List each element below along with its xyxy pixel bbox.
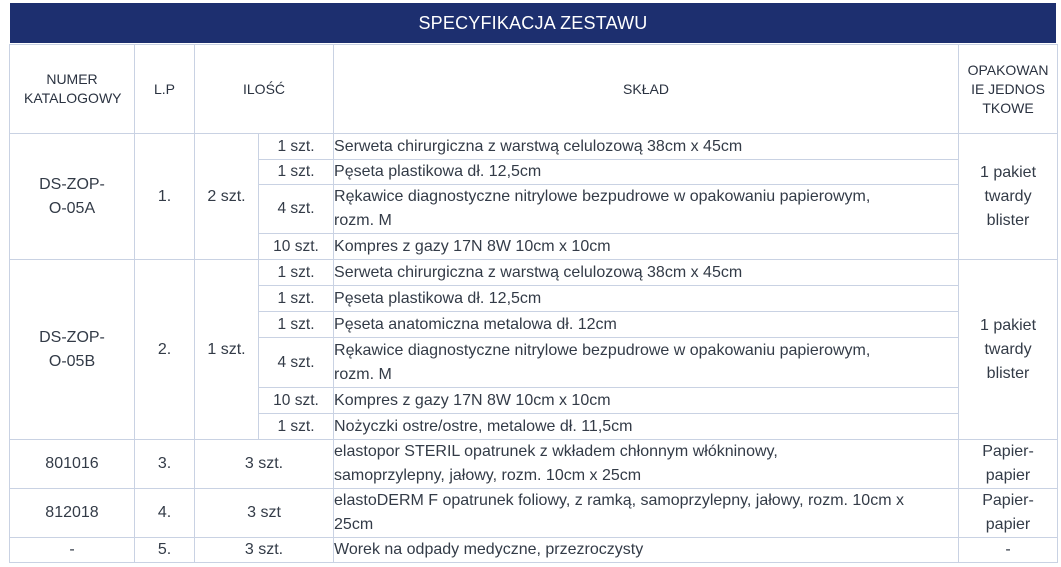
header-composition: SKŁAD [334,45,959,134]
packaging: Papier-papier [959,440,1058,489]
item-quantity: 1 szt. [259,160,334,185]
item-description: Serweta chirurgiczna z warstwą celulozową 38cm x 45cm [334,260,959,286]
item-quantity: 10 szt. [259,388,334,414]
table-row [10,538,1058,563]
table-row [10,134,1058,160]
lp-number: 1. [135,134,195,260]
item-quantity: 10 szt. [259,234,334,260]
table-row [10,260,1058,286]
item-quantity: 1 szt. [259,312,334,338]
packaging: 1 pakiet twardy blister [959,260,1058,440]
specification-table [9,44,1058,563]
header-packaging: OPAKOWANIE JEDNOSTKOWE [959,45,1058,134]
packaging: 1 pakiet twardy blister [959,134,1058,260]
item-description: Pęseta plastikowa dł. 12,5cm [334,160,959,185]
table-title: SPECYFIKACJA ZESTAWU [10,3,1056,43]
set-quantity: 1 szt. [195,260,259,440]
item-quantity: 4 szt. [259,185,334,234]
packaging: Papier-papier [959,489,1058,538]
set-quantity: 2 szt. [195,134,259,260]
lp-number: 5. [135,538,195,563]
catalog-number: DS-ZOP-O-05B [10,260,135,440]
item-description: Pęseta plastikowa dł. 12,5cm [334,286,959,312]
catalog-number: 812018 [10,489,135,538]
packaging: - [959,538,1058,563]
lp-number: 4. [135,489,195,538]
table-row [10,440,1058,489]
item-quantity: 3 szt [195,489,334,538]
item-quantity: 3 szt. [195,538,334,563]
catalog-number: DS-ZOP-O-05A [10,134,135,260]
item-quantity: 1 szt. [259,414,334,440]
table-row [10,489,1058,538]
item-quantity: 1 szt. [259,260,334,286]
item-description: elastoDERM F opatrunek foliowy, z ramką, samoprzylepny, jałowy, rozm. 10cm x 25cm [334,489,959,538]
item-description: Kompres z gazy 17N 8W 10cm x 10cm [334,388,959,414]
item-description: Rękawice diagnostyczne nitrylowe bezpudrowe w opakowaniu papierowym, rozm. M [334,338,959,388]
lp-number: 2. [135,260,195,440]
item-description: Worek na odpady medyczne, przezroczysty [334,538,959,563]
item-quantity: 1 szt. [259,134,334,160]
item-description: Pęseta anatomiczna metalowa dł. 12cm [334,312,959,338]
catalog-number: - [10,538,135,563]
header-catalog-number: NUMER KATALOGOWY [10,45,135,134]
item-description: Serweta chirurgiczna z warstwą celulozową 38cm x 45cm [334,134,959,160]
item-quantity: 3 szt. [195,440,334,489]
item-quantity: 1 szt. [259,286,334,312]
item-description: Kompres z gazy 17N 8W 10cm x 10cm [334,234,959,260]
item-description: Rękawice diagnostyczne nitrylowe bezpudrowe w opakowaniu papierowym, rozm. M [334,185,959,234]
item-description: Nożyczki ostre/ostre, metalowe dł. 11,5cm [334,414,959,440]
item-quantity: 4 szt. [259,338,334,388]
catalog-number: 801016 [10,440,135,489]
lp-number: 3. [135,440,195,489]
header-quantity: ILOŚĆ [195,45,334,134]
item-description: elastopor STERIL opatrunek z wkładem chłonnym włókninowy, samoprzylepny, jałowy, rozm. 10cm x 25cm [334,440,959,489]
header-lp: L.P [135,45,195,134]
